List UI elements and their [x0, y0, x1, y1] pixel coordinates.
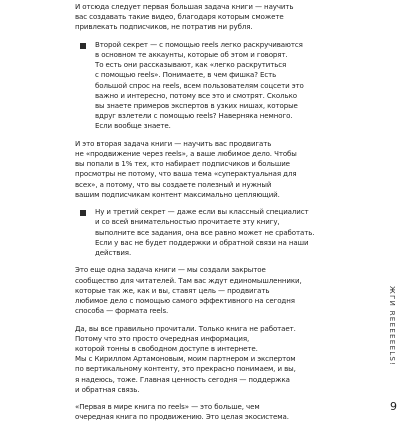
paragraph-2-line-5: большой спрос на reels, всем пользователям соцсети это [95, 80, 304, 90]
paragraph-4-line-1: Ну и третий секрет — даже если вы классный специалист [95, 207, 309, 217]
paragraph-7-line-2: очередная книга по продвижению. Это целая экосистема. [75, 412, 289, 422]
paragraph-6-line-4: Мы с Кириллом Артамоновым, моим партнером и экспертом [75, 354, 296, 364]
paragraph-3-line-2: не «продвижение через reels», а ваше любимое дело. Чтобы [75, 149, 297, 158]
sidebar-title: ЖГИ REEEEEELS! [388, 286, 397, 367]
paragraph-6-line-7: и обратная связь. [75, 384, 140, 394]
paragraph-1-line-2: вас создавать такие видео, благодаря которым сможете [75, 12, 284, 22]
paragraph-6-line-1: Да, вы все правильно прочитали. Только книга не работает. [75, 323, 296, 333]
paragraph-6-line-5: по вертикальному контенту, это прекрасно понимаем, и вы, [75, 364, 296, 374]
paragraph-3-line-1: И это вторая задача книги — научить вас продвигать [75, 138, 272, 148]
paragraph-3-line-4: просмотры не потому, что ваша тема «суперактуальная для [75, 169, 297, 179]
paragraph-5-line-3: которые так же, как и вы, ставят цель — продвигать [75, 285, 270, 295]
paragraph-5-line-5: способа — формата reels. [75, 306, 169, 316]
paragraph-2-line-2: в основном те аккаунты, которые об этом и говорят. [95, 50, 288, 59]
paragraph-1-line-3: привлекать подписчиков, не потратив ни рубля. [75, 22, 253, 32]
paragraph-4-line-2: и со всей внимательностью прочитаете эту книгу, [95, 217, 280, 227]
paragraph-2-line-7: вы знаете примеров экспертов в узких нишах, которые [95, 101, 298, 110]
paragraph-2-line-9: Если вообще знаете. [95, 121, 171, 131]
paragraph-4-line-3: выполните все задания, она все равно может не сработать. [95, 227, 315, 237]
paragraph-2-line-1: Второй секрет — с помощью reels легко раскручиваются [95, 39, 303, 49]
paragraph-5-line-4: любимое дело с помощью самого эффективного на сегодня [75, 296, 295, 305]
paragraph-2-line-6: важно и интересно, потому все это и смотрят. Сколько [95, 90, 297, 100]
paragraph-7-line-1: «Первая в мире книга по reels» — это больше, чем [75, 402, 260, 412]
paragraph-4-line-5: действия. [95, 248, 132, 257]
paragraph-3-line-5: всех», а потому, что вы создаете полезный и нужный [75, 179, 272, 189]
paragraph-2-line-3: То есть они рассказывают, как «легко раскрутиться [95, 60, 287, 70]
paragraph-3-line-3: вы попали в 1% тех, кто набирает подписчиков и большие [75, 159, 290, 169]
paragraph-5-line-1: Это еще одна задача книги — мы создали закрытое [75, 265, 266, 275]
paragraph-1-line-1: И отсюда следует первая большая задача книги — научить [75, 2, 294, 11]
page-number: 9 [390, 400, 397, 413]
paragraph-2-line-4: с помощью reels». Понимаете, в чем фишка? Есть [95, 70, 277, 80]
paragraph-6-line-6: я надеюсь, тоже. Главная ценность сегодня — поддержка [75, 374, 290, 384]
paragraph-6-line-2: Потому что это просто очередная информация, [75, 333, 250, 343]
paragraph-5-line-2: сообщество для читателей. Там вас ждут единомышленники, [75, 275, 302, 285]
paragraph-4-line-4: Если у вас не будет поддержки и обратной связи на наши [95, 237, 309, 247]
paragraph-6-line-3: которой тонны в свободном доступе в интернете. [75, 344, 258, 353]
paragraph-3-line-6: вашим подписчикам контент максимально цепляющий. [75, 189, 280, 199]
paragraph-2-line-8: вдруг взлетели с помощью reels? Наверняка немного. [95, 111, 293, 121]
